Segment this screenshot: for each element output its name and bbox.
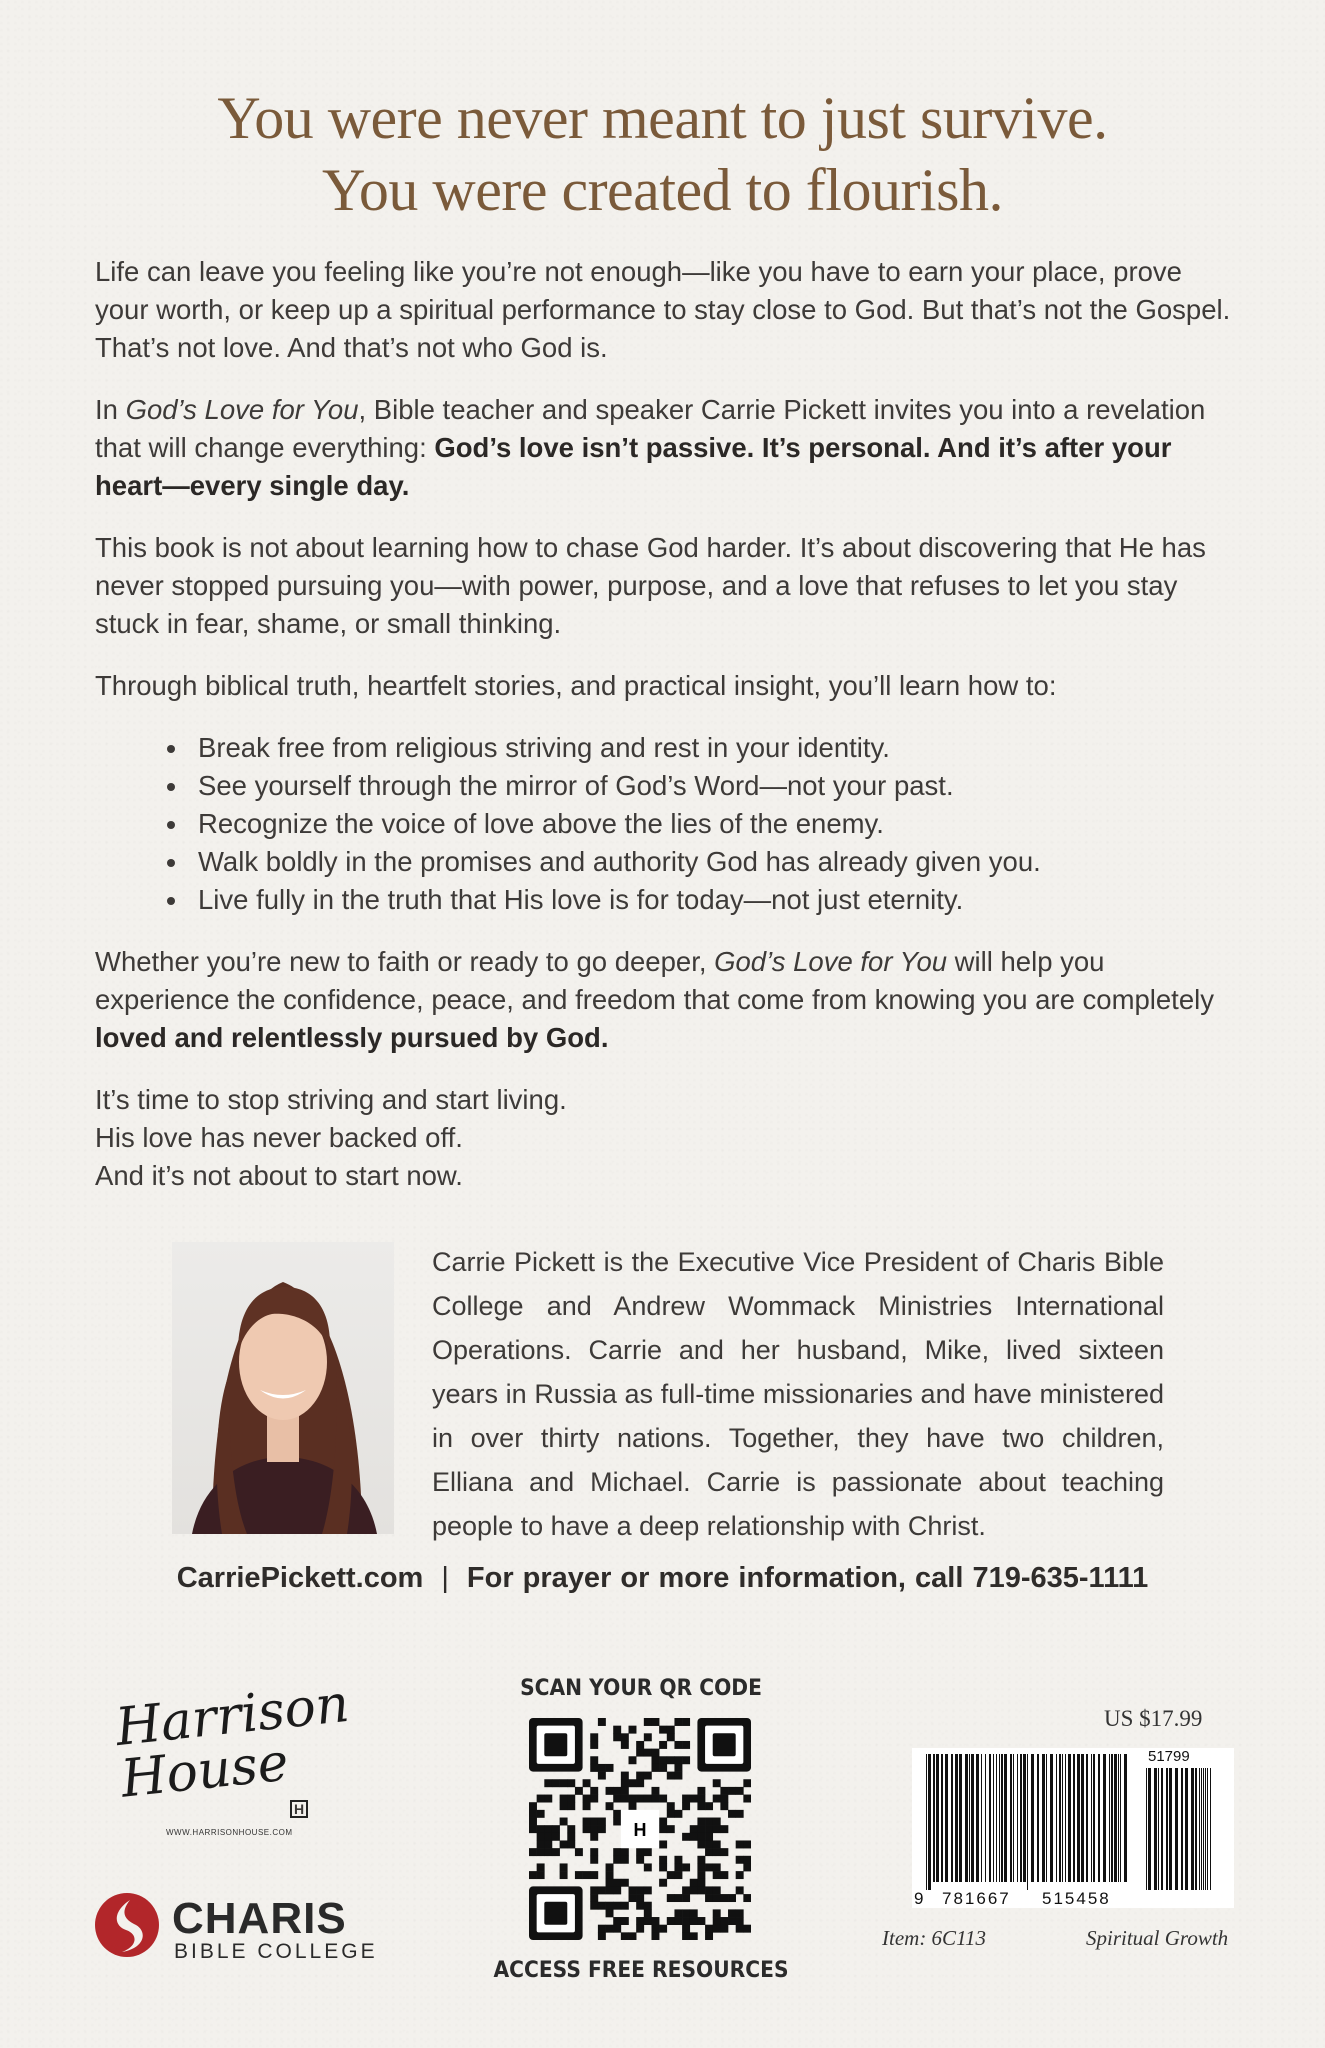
isbn-group-1: 781667: [942, 1889, 1011, 1908]
paragraph-3: This book is not about learning how to chase God harder. It’s about discovering that He has never stopped pursuing you—with power, purpose, and a love that refuses to let you stay stuck in fear, shame, or small thinking.: [95, 532, 1206, 639]
svg-text:H: H: [633, 1820, 647, 1840]
paragraph-1: Life can leave you feeling like you’re not enough—like you have to earn your place, prove your worth, or keep up a spiritual performance to stay close to God. But that’s not the Gospel. That’s not love. And that’s not who God is.: [95, 256, 1231, 363]
closing-lines: [95, 1081, 1237, 1195]
book-title: God’s Love for You: [714, 946, 948, 977]
publisher-url: WWW.HARRISONHOUSE.COM: [166, 1828, 293, 1837]
list-item: • Walk boldly in the promises and authority God has already given you.: [190, 843, 1237, 881]
qr-code-icon[interactable]: [529, 1718, 751, 1940]
paragraph-5: [95, 943, 1237, 1057]
text-span: Whether you’re new to faith or ready to go deeper,: [95, 946, 715, 977]
list-item: • Break free from religious striving and rest in your identity.: [190, 729, 1237, 767]
isbn-group-2: 515458: [1042, 1889, 1111, 1908]
charis-flame-icon: [92, 1890, 162, 1960]
charis-subtitle: BIBLE COLLEGE: [174, 1940, 378, 1963]
harrison-house-logo: [112, 1673, 352, 1840]
hh-mark-icon: H: [290, 1800, 308, 1818]
list-item: • Live fully in the truth that His love is for today—not just eternity.: [190, 881, 1237, 919]
closing-line: His love has never backed off.: [95, 1122, 463, 1153]
contact-line: [0, 1562, 1325, 1595]
emphasis: God’s love isn’t passive. It’s personal. And it’s after your heart—every single day.: [95, 432, 1172, 501]
qr-bottom-label: ACCESS FREE RESOURCES: [493, 1958, 789, 1983]
description: [95, 253, 1237, 1195]
list-item: • See yourself through the mirror of God’s Word—not your past.: [190, 767, 1237, 805]
headline-line-1: You were never meant to just survive.: [217, 85, 1108, 151]
author-photo: [172, 1242, 394, 1534]
genre-label: Spiritual Growth: [1086, 1926, 1229, 1950]
bullet-list: [95, 729, 1237, 919]
website-link[interactable]: CarriePickett.com: [176, 1562, 424, 1594]
barcode-bars-icon: [912, 1748, 1234, 1908]
author-portrait-illustration: [172, 1242, 394, 1534]
separator: |: [441, 1562, 449, 1594]
barcode: [912, 1748, 1234, 1908]
paragraph-2: [95, 391, 1237, 505]
charis-name: CHARIS: [172, 1894, 347, 1943]
item-number: Item: 6C113: [882, 1926, 987, 1950]
emphasis: loved and relentlessly pursued by God.: [95, 1022, 609, 1053]
headline: [0, 82, 1325, 226]
closing-line: It’s time to stop striving and start living.: [95, 1084, 567, 1115]
text-span: , Bible teacher and speaker Carrie Pickett invites you into a revelation that will change everything:: [95, 394, 1206, 463]
price-label: US $17.99: [1104, 1706, 1203, 1731]
paragraph-4: Through biblical truth, heartfelt stories, and practical insight, you’ll learn how to:: [95, 670, 1057, 701]
book-title: God’s Love for You: [125, 394, 359, 425]
author-bio: Carrie Pickett is the Executive Vice President of Charis Bible College and Andrew Wommack Ministries International Operations. Carrie and her husband, Mike, lived sixteen years in Russia as full-time missionaries and have ministered in over thirty nations. Together, they have two children, Elliana and Michael. Carrie is passionate about teaching people to have a deep relationship with Christ.: [432, 1247, 1164, 1541]
isbn-prefix: 9: [914, 1889, 924, 1908]
headline-line-2: You were created to flourish.: [322, 157, 1003, 223]
harrison-house-wordmark: Harrison House: [112, 1673, 352, 1810]
charis-logo: [92, 1890, 392, 1963]
text-span: In: [95, 394, 126, 425]
prayer-line: For prayer or more information, call 719-635-1111: [466, 1562, 1149, 1594]
list-item: • Recognize the voice of love above the lies of the enemy.: [190, 805, 1237, 843]
text-span: will help you experience the confidence, peace, and freedom that come from knowing you are completely: [95, 946, 1214, 1015]
qr-top-label: SCAN YOUR QR CODE: [520, 1676, 762, 1701]
closing-line: And it’s not about to start now.: [95, 1160, 463, 1191]
addon-number: 51799: [1148, 1748, 1190, 1765]
